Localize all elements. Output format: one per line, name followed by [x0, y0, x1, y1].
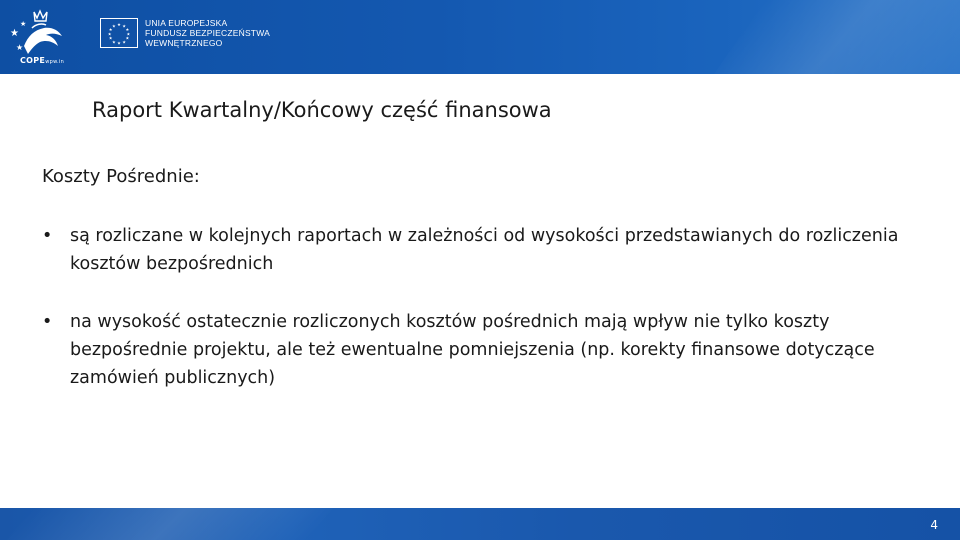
- slide-title: Raport Kwartalny/Końcowy część finansowa: [92, 98, 552, 122]
- bullet-marker: •: [42, 312, 53, 332]
- header-bar: [0, 0, 960, 74]
- svg-text:★: ★: [122, 23, 127, 29]
- svg-text:★: ★: [111, 39, 116, 45]
- bullet-item: [42, 308, 922, 392]
- footer-sheen: [7, 508, 334, 540]
- svg-text:★: ★: [117, 40, 121, 46]
- bullet-marker: •: [42, 226, 53, 246]
- eu-fund-text: [145, 18, 270, 48]
- bullet-text: na wysokość ostatecznie rozliczonych kosztów pośrednich mają wpływ nie tylko koszty bezpośrednie projektu, ale też ewentualne pomniejszenia (np. korekty finansowe dotyczące zamówień publicznych): [70, 312, 875, 388]
- cope-logo-text: COPEwpw.in: [20, 56, 65, 65]
- bullet-item: [42, 222, 922, 278]
- eu-line-1: UNIA EUROPEJSKA: [145, 18, 228, 28]
- page-number: 4: [930, 518, 938, 532]
- svg-text:★: ★: [107, 31, 112, 37]
- eu-flag-icon: [100, 18, 138, 48]
- svg-text:★: ★: [125, 35, 130, 41]
- footer-bar: [0, 508, 960, 540]
- svg-text:★: ★: [122, 39, 127, 45]
- bullet-text: są rozliczane w kolejnych raportach w zależności od wysokości przedstawianych do rozliczenia kosztów bezpośrednich: [70, 226, 899, 274]
- svg-text:★: ★: [10, 28, 19, 39]
- svg-text:★: ★: [126, 31, 131, 37]
- svg-text:★: ★: [125, 27, 130, 33]
- svg-text:★: ★: [111, 23, 116, 29]
- eu-line-2: FUNDUSZ BEZPIECZEŃSTWA: [145, 28, 270, 38]
- svg-text:★: ★: [20, 20, 27, 28]
- header-sheen: [714, 0, 960, 74]
- svg-text:★: ★: [108, 27, 113, 33]
- svg-text:★: ★: [117, 22, 121, 27]
- eu-line-3: WEWNĘTRZNEGO: [145, 38, 223, 48]
- section-heading: Koszty Pośrednie:: [42, 166, 200, 187]
- svg-text:★: ★: [16, 43, 24, 52]
- svg-text:★: ★: [108, 35, 113, 41]
- bullet-list: [42, 222, 922, 392]
